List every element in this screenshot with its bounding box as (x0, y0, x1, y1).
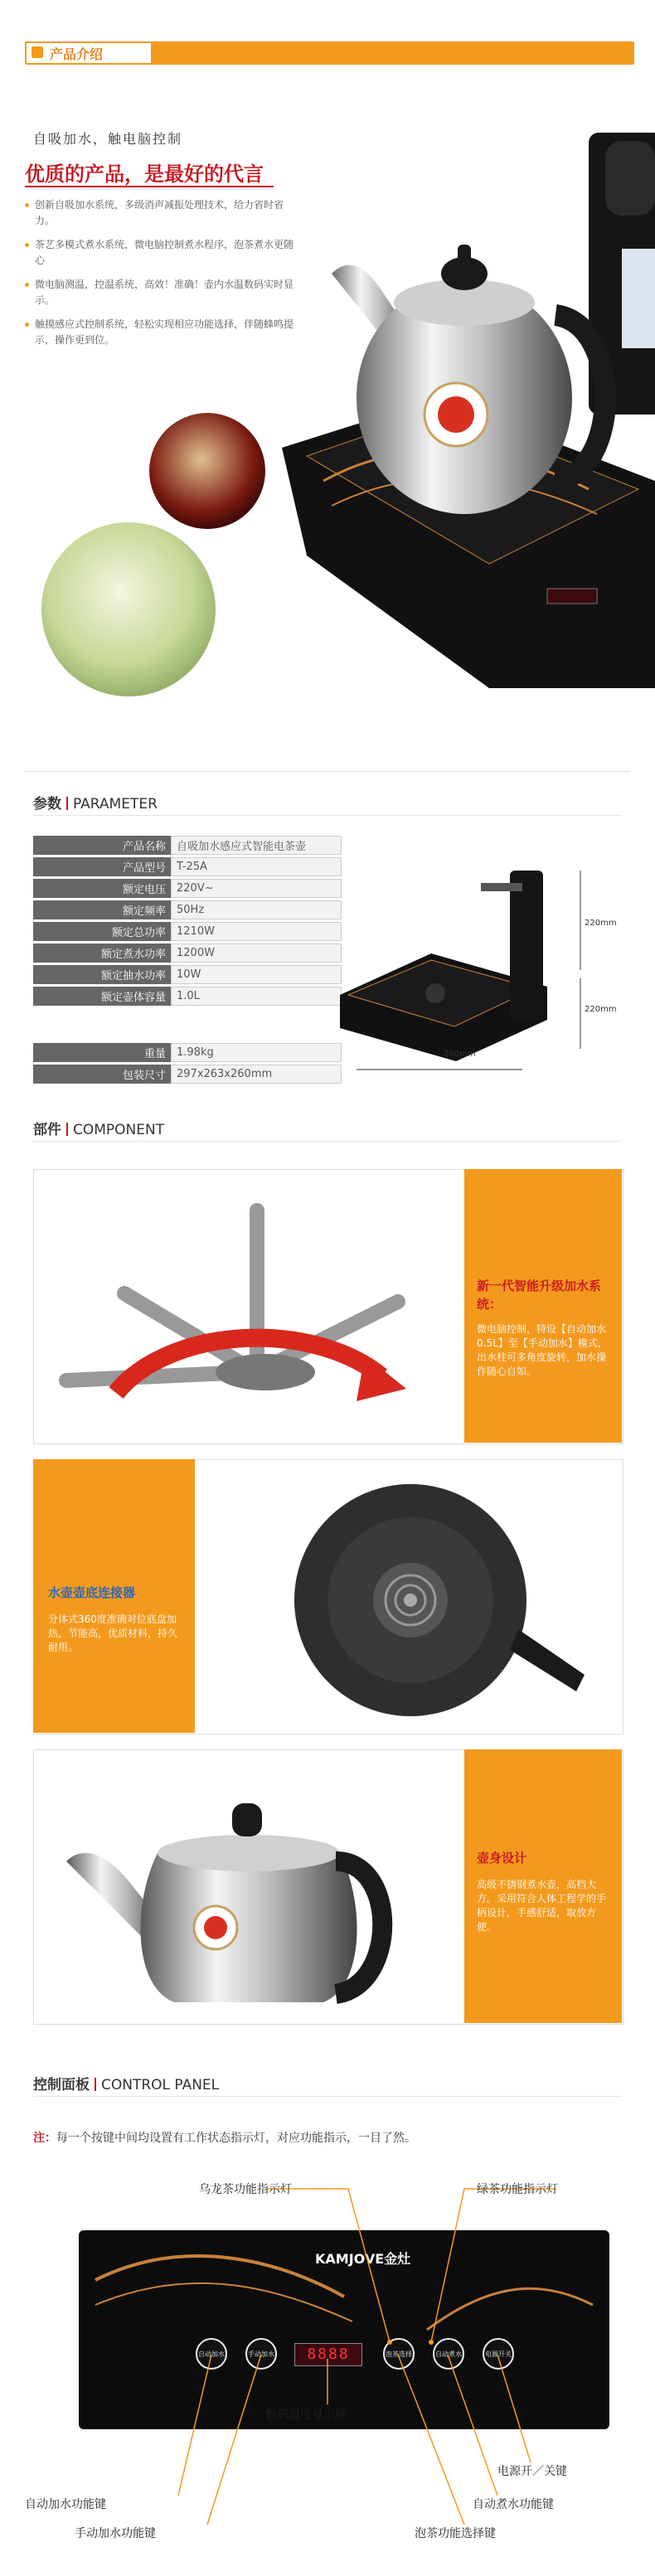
param-key: 包装尺寸 (33, 1065, 171, 1084)
parameter-section-title (33, 792, 158, 813)
manual-water-button[interactable]: 手动加水 (245, 2338, 277, 2370)
param-value: 1.0L (171, 987, 342, 1006)
control-title-en: CONTROL PANEL (101, 2077, 220, 2093)
param-value: 297x263x260mm (171, 1065, 342, 1084)
param-key: 额定电压 (33, 879, 171, 898)
slogan: 自吸加水，触电脑控制 (33, 131, 183, 147)
param-value: 1210W (171, 922, 342, 941)
feature-title: 新一代智能升级加水系统： (477, 1278, 602, 1312)
feature-bullet: 创新自吸加水系统，多级消声减振处理技术，给力省时省力。 (25, 197, 298, 229)
feature-title: 壶身设计 (477, 1851, 527, 1865)
param-key: 额定壶体容量 (33, 987, 171, 1006)
headline-underline (25, 186, 274, 187)
param-value: T-25A (171, 857, 342, 876)
table-row (33, 965, 342, 984)
table-row (33, 944, 342, 963)
feature-text: 分体式360度准确对位底盘加热，节能高，优质材料，持久耐用。 (48, 1613, 178, 1653)
table-row (33, 836, 342, 855)
param-value: 1200W (171, 944, 342, 963)
temperature-display: 8888 (294, 2343, 362, 2366)
section-title: 产品介绍 (50, 46, 104, 62)
param-key: 额定总功率 (33, 922, 171, 941)
param-key: 产品名称 (33, 836, 171, 855)
auto-boil-button[interactable]: 自动煮水 (433, 2338, 464, 2370)
feature-bullet-list (25, 197, 298, 357)
param-key: 额定频率 (33, 900, 171, 919)
height-dimension: 220mm (585, 919, 617, 928)
section-rule (33, 2096, 622, 2097)
param-value: 10W (171, 965, 342, 984)
feature-text: 高级不锈钢煮水壶，高档大方。采用符合人体工程学的手柄设计，手感舒适，取放方便。 (477, 1879, 607, 1933)
component-title-en: COMPONENT (73, 1122, 165, 1138)
note-prefix: 注： (33, 2132, 56, 2145)
kettle-body-image (50, 1754, 448, 2019)
table-row (33, 1065, 342, 1084)
table-row (33, 987, 342, 1006)
depth-dimension: 220mm (585, 1005, 617, 1014)
param-key: 额定抽水功率 (33, 965, 171, 984)
parameter-title-en: PARAMETER (73, 796, 158, 813)
param-value: 1.98kg (171, 1043, 342, 1062)
control-section-title (33, 2073, 219, 2093)
green-tea-cup-photo (41, 522, 216, 696)
param-value: 50Hz (171, 900, 342, 919)
auto-boil-key-label: 自动煮水功能键 (473, 2498, 554, 2511)
table-row (33, 1043, 342, 1062)
feature-bullet: 微电脑测温，控温系统，高效！准确！壶内水温数码实时显示。 (25, 277, 298, 308)
note-text: 每一个按键中间均设置有工作状态指示灯，对应功能指示，一目了然。 (56, 2132, 416, 2145)
section-rule (33, 1141, 622, 1142)
kettle-bottom-connector-image (211, 1467, 609, 1725)
tea-select-key-label: 泡茶功能选择键 (415, 2527, 496, 2540)
power-key-label: 电源开／关键 (497, 2465, 567, 2478)
feature-bullet: 茶艺多模式煮水系统，微电脑控制煮水程序，泡茶煮水更随心 (25, 237, 298, 269)
brand-logo: KAMJOVE金灶 (315, 2251, 411, 2267)
param-value: 220V~ (171, 879, 342, 898)
section-rule (33, 815, 622, 816)
auto-water-key-label: 自动加水功能键 (25, 2498, 106, 2511)
kettle-hero-image (274, 124, 655, 688)
param-key: 重量 (33, 1043, 171, 1062)
control-title-cn: 控制面板 (33, 2077, 90, 2093)
table-row (33, 922, 342, 941)
table-row (33, 857, 342, 876)
component-section-title (33, 1118, 164, 1138)
display-label: 数码温度显示屏 (265, 2409, 347, 2422)
header-square-icon (32, 46, 43, 58)
parameter-table (33, 833, 342, 1008)
tea-select-button[interactable]: 泡茶选择 (383, 2338, 415, 2370)
green-tea-indicator-label: 绿茶功能指示灯 (477, 2183, 558, 2196)
table-row (33, 900, 342, 919)
table-row (33, 879, 342, 898)
width-dimension: 280mm (444, 1050, 476, 1059)
feature-bullet: 触摸感应式控制系统，轻松实现相应功能选择，伴随蜂鸣提示，操作更到位。 (25, 317, 298, 348)
param-key: 额定煮水功率 (33, 944, 171, 963)
tea-caddy-photo (149, 413, 265, 529)
parameter-title-cn: 参数 (33, 796, 61, 813)
water-spout-rotation-image (50, 1177, 456, 1434)
feature-text: 微电脑控制，特设【自动加水0.5L】至【手动加水】模式，出水柱可多角度旋转，加水操作随心自如。 (477, 1323, 608, 1377)
parameter-table-secondary (33, 1041, 342, 1086)
param-key: 产品型号 (33, 857, 171, 876)
dimension-diagram (332, 854, 630, 1078)
oolong-indicator-label: 乌龙茶功能指示灯 (199, 2183, 292, 2196)
power-button[interactable]: 电源开关 (483, 2338, 514, 2370)
control-note (33, 2129, 416, 2146)
manual-water-key-label: 手动加水功能键 (75, 2527, 156, 2540)
feature-title: 水壶壶底连接器 (48, 1585, 136, 1600)
auto-water-button[interactable]: 自动加水 (196, 2338, 227, 2370)
param-value: 自吸加水感应式智能电茶壶 (171, 836, 342, 855)
headline: 优质的产品，是最好的代言 (25, 163, 264, 186)
component-title-cn: 部件 (33, 1122, 61, 1138)
